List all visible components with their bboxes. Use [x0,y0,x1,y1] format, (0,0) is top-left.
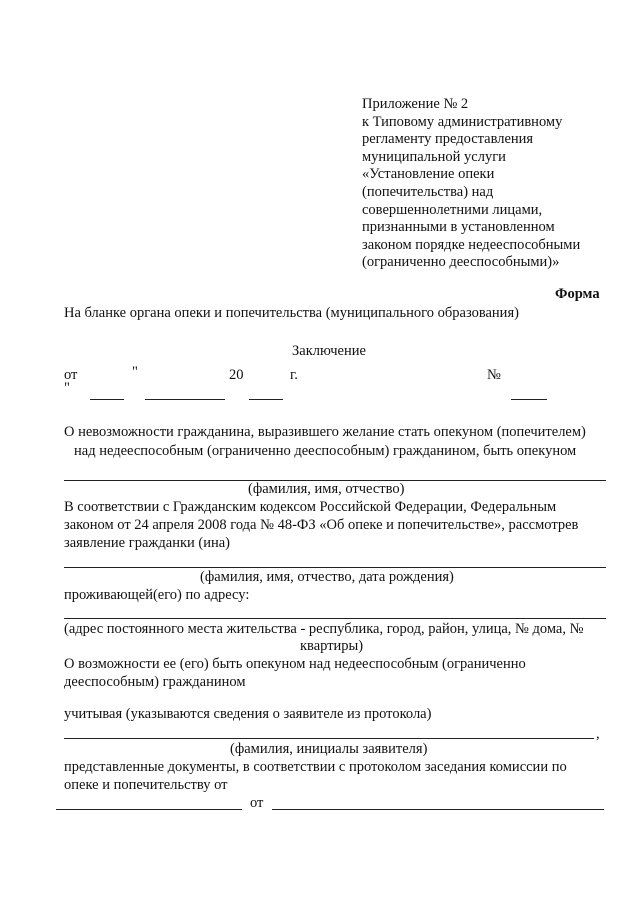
appendix-line: (попечительства) над [362,183,494,200]
considering-blank [64,738,594,739]
appendix-block [362,96,580,272]
date-from-label: от [64,367,78,383]
appendix-line: к Типовому административному [362,113,563,130]
appendix-line: регламенту предоставления [362,131,534,148]
appendix-line: совершеннолетними лицами, [362,201,543,218]
comma: , [596,726,600,742]
number-blank [511,399,547,400]
documents-line2: опеке и попечительству от [64,777,228,793]
month-blank [145,399,225,400]
form-label: Форма [555,286,600,302]
appendix-line: «Установление опеки [362,166,495,183]
address-blank [64,618,606,619]
caption-address-line2: квартиры) [300,638,364,654]
number-sign: № [487,367,501,383]
documents-line1: представленные документы, в соответствии с протоколом заседания комиссии по [64,759,567,775]
basis-line2: законом от 24 апреля 2008 года № 48-ФЗ «Об опеке и попечительстве», рассмотрев [64,517,579,533]
date-quote-close: " [132,364,138,380]
caption-fio-dob: (фамилия, имя, отчество, дата рождения) [200,569,454,585]
appendix-line: законом порядке недееспособными [362,236,581,253]
heading-line2: над недееспособным (ограниченно дееспособным) гражданином, быть опекуном [74,443,577,459]
appendix-line: Приложение № 2 [362,96,469,112]
day-blank [90,399,124,400]
date-year: 20 [229,367,244,383]
date-year-suffix: г. [290,367,298,383]
date-quote-open: " [64,380,70,396]
appendix-line: признанными в установленном [362,219,555,236]
fio-dob-blank [64,567,606,568]
possibility-line2: дееспособным) гражданином [64,674,246,690]
considering-label: учитывая (указываются сведения о заявителе из протокола) [64,706,432,722]
possibility-line1: О возможности ее (его) быть опекуном над недееспособным (ограниченно [64,656,526,672]
heading-line1: О невозможности гражданина, выразившего желание стать опекуном (попечителем) [64,424,586,440]
appendix-line: (ограниченно дееспособными)» [362,254,560,271]
basis-line3: заявление гражданки (ина) [64,535,231,551]
from2-label: от [250,795,264,811]
caption-initials: (фамилия, инициалы заявителя) [230,741,428,757]
protocol-date-blank [56,809,242,810]
residing-label: проживающей(его) по адресу: [64,587,250,603]
year-blank [249,399,283,400]
letterhead-note: На бланке органа опеки и попечительства (муниципального образования) [64,305,519,321]
document-title: Заключение [292,343,366,359]
caption-fio: (фамилия, имя, отчество) [248,481,405,497]
protocol-number-blank [272,809,604,810]
basis-line1: В соответствии с Гражданским кодексом Российской Федерации, Федеральным [64,499,557,515]
caption-address-line1: (адрес постоянного места жительства - республика, город, район, улица, № дома, № [64,621,584,637]
appendix-line: муниципальной услуги [362,148,506,165]
